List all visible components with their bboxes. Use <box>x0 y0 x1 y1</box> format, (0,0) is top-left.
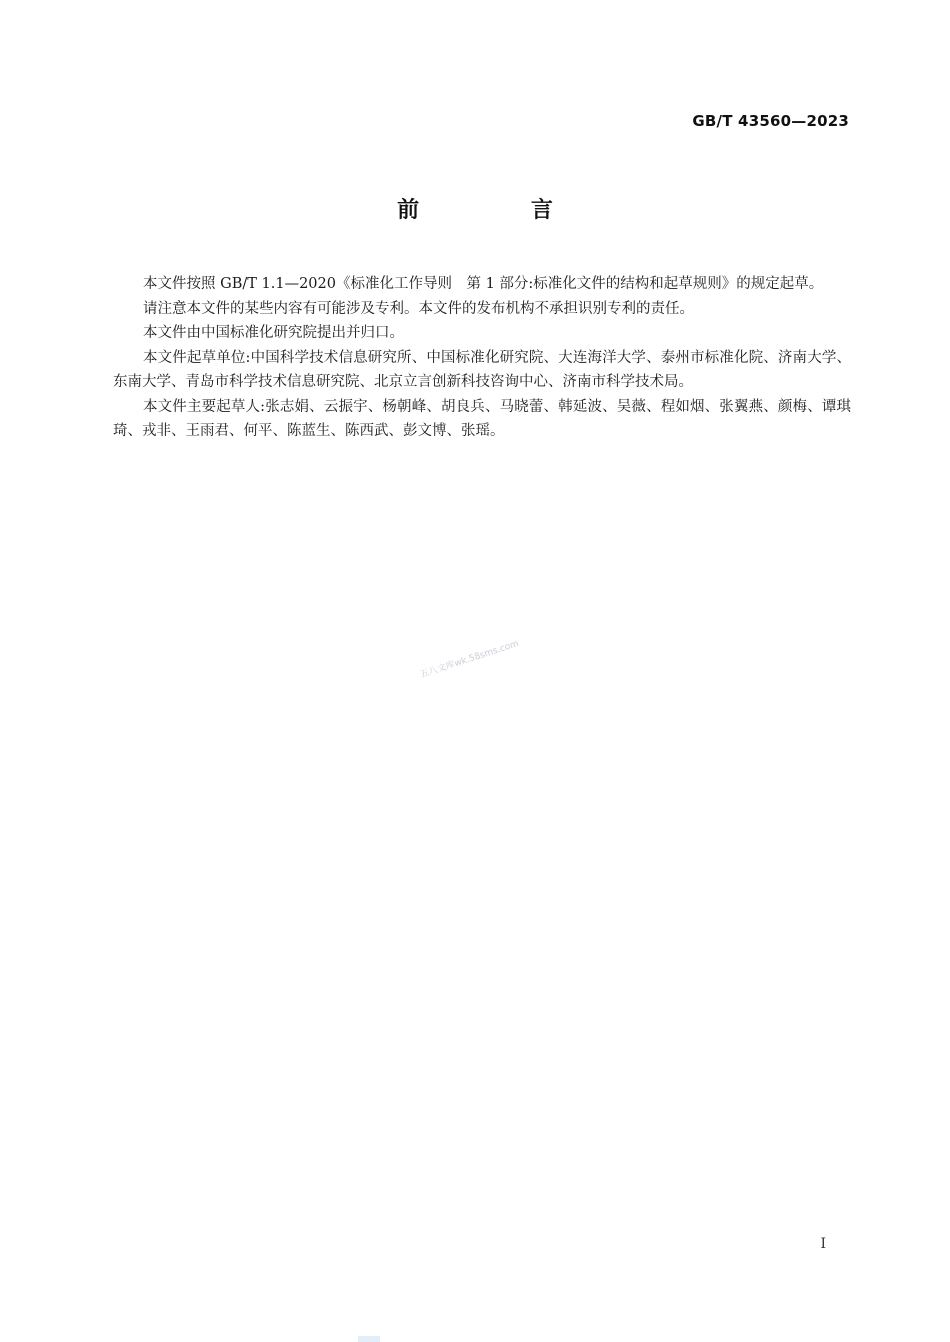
paragraph-proposer: 本文件由中国标准化研究院提出并归口。 <box>143 325 404 341</box>
paragraph-patent-notice: 请注意本文件的某些内容有可能涉及专利。本文件的发布机构不承担识别专利的责任。 <box>143 300 694 317</box>
foreword-body <box>113 272 851 444</box>
paragraph-drafters: 本文件主要起草人:张志娟、云振宇、杨朝峰、胡良兵、马晓蕾、韩延波、吴薇、程如烟、张翼燕、颜梅、谭琪琦、戎非、王雨君、何平、陈蓝生、陈西武、彭文博、张瑶。 <box>113 398 851 439</box>
paragraph-drafting-rules: 本文件按照 GB/T 1.1—2020《标准化工作导则 第 1 部分:标准化文件的结构和起草规则》的规定起草。 <box>143 276 824 292</box>
page-title: 前 言 <box>397 198 605 223</box>
watermark-text: 五八文库wk.58sms.com <box>418 638 521 681</box>
page-number: I <box>820 1236 826 1252</box>
paragraph-drafting-units: 本文件起草单位:中国科学技术信息研究所、中国标准化研究院、大连海洋大学、泰州市标准化院、济南大学、东南大学、青岛市科学技术信息研究院、北京立言创新科技咨询中心、济南市科学技术局。 <box>113 349 851 390</box>
bottom-edge-mark <box>358 1336 380 1342</box>
standard-code: GB/T 43560—2023 <box>692 112 849 130</box>
